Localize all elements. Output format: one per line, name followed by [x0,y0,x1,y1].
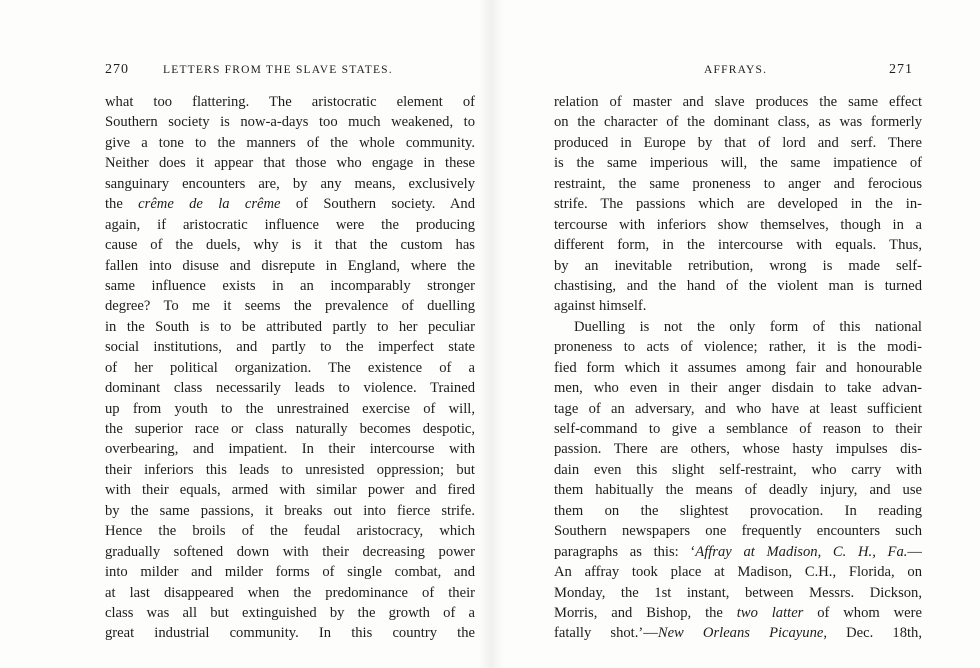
text-line: great industrial community. In this country the [105,625,475,642]
text-line: Duelling is not the only form of this national [574,318,922,335]
body-text [105,92,475,644]
text-line: their inferiors this leads to unresisted oppression; but [105,461,475,478]
text-line: Hence the broils of the feudal aristocracy, which [105,523,475,540]
text-line: paragraphs as this: ‘Affray at Madison, C. H., Fa.— [554,543,922,560]
text-line: what too flattering. The aristocratic element of [105,94,475,110]
body-text [554,92,922,644]
text-line: on the character of the dominant class, as was formerly [554,114,922,131]
text-line: Monday, the 1st instant, between Messrs. Dickson, [554,584,922,601]
text-line: the superior race or class naturally becomes despotic, [105,421,475,437]
running-head: AFFRAYS. [704,64,768,76]
text-line: same influence exists in an incomparably stronger [105,277,475,294]
text-line: give a tone to the manners of the whole community. [105,134,475,151]
text-line: fallen into disuse and disrepute in England, where the [105,257,475,274]
text-line: by an inevitable retribution, wrong is made self- [554,257,922,274]
running-head: LETTERS FROM THE SLAVE STATES. [163,64,393,76]
text-line: Neither does it appear that those who engage in these [105,155,475,172]
text-line: Morris, and Bishop, the two latter of whom were [554,604,922,621]
text-line: of her political organization. The existence of a [105,359,475,376]
text-line: at last disappeared when the predominance of their [105,584,475,601]
text-line: into milder and milder forms of single combat, and [105,564,475,581]
text-line: different form, in the intercourse with equals. Thus, [554,237,922,254]
text-line: self-command to give a semblance of reason to their [554,421,922,437]
text-line: fied form which it assumes among fair and honourable [554,359,922,376]
text-line: again, if aristocratic influence were the producing [105,216,475,233]
text-line: class was all but extinguished by the growth of a [105,604,475,621]
text-line: them on the slightest provocation. In reading [554,502,922,519]
text-line: fatally shot.’—New Orleans Picayune, Dec. 18th, [554,625,922,642]
text-line: up from youth to the unrestrained exercise of will, [105,400,475,417]
text-line: restraint, the same proneness to anger and ferocious [554,175,922,192]
text-line: tage of an adversary, and who have at least sufficient [554,400,922,417]
text-line: produced in Europe by that of lord and serf. There [554,134,922,151]
text-line: men, who even in their anger disdain to take advan- [554,380,922,397]
text-line: strife. The passions which are developed in the in- [554,196,922,213]
text-line: with their equals, armed with similar power and fired [105,482,475,499]
text-line: sanguinary encounters are, by any means, exclusively [105,175,475,192]
right-page [490,0,980,668]
page-number: 270 [105,62,129,77]
text-line: tercourse with inferiors show themselves, though in a [554,216,922,233]
text-line: chastising, and the hand of the violent man is turned [554,277,922,294]
text-line: by the same passions, it breaks out into fierce strife. [105,502,475,519]
text-line: degree? To me it seems the prevalence of duelling [105,298,475,315]
text-line: in the South is to be attributed partly to her peculiar [105,318,475,335]
text-line: overbearing, and impatient. In their intercourse with [105,441,475,458]
text-line: them habitually the means of deadly injury, and use [554,482,922,499]
text-line: dominant class necessarily leads to violence. Trained [105,380,475,397]
text-line: cause of the duels, why is it that the custom has [105,237,475,254]
text-line: passion. There are others, whose hasty impulses dis- [554,441,922,458]
text-line: against himself. [554,298,647,315]
text-line: Southern newspapers one frequently encounters such [554,523,922,540]
text-line: dain even this slight self-restraint, who carry with [554,461,922,478]
page-number: 271 [889,62,913,77]
text-line: the crême de la crême of Southern society. And [105,196,475,213]
text-line: social institutions, and partly to the imperfect state [105,339,475,356]
text-line: gradually softened down with their decreasing power [105,543,475,560]
text-line: Southern society is now-a-days too much weakened, to [105,114,475,131]
text-line: proneness to acts of violence; rather, it is the modi- [554,339,922,356]
text-line: relation of master and slave produces the same effect [554,94,922,110]
text-line: is the same imperious will, the same impatience of [554,155,922,172]
text-line: An affray took place at Madison, C.H., Florida, on [554,564,922,581]
